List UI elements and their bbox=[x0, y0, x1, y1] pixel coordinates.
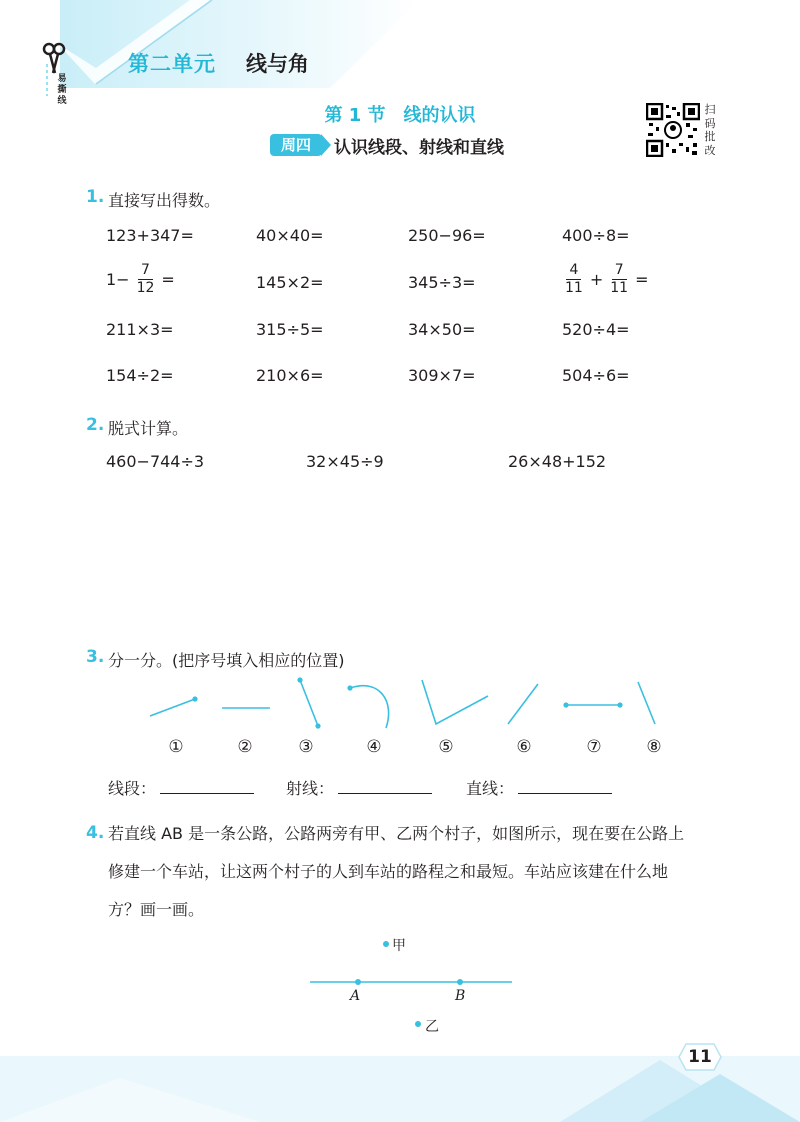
calc-item: 309×7= bbox=[408, 366, 476, 385]
calc-item: 345÷3= bbox=[408, 273, 476, 292]
section-title: 第 1 节 线的认识 bbox=[324, 105, 476, 126]
figure-7-endpoint bbox=[563, 702, 568, 707]
question-4-line-2: 修建一个车站，让这两个村子的人到车站的路程之和最短。车站应该建在什么地 bbox=[108, 862, 669, 881]
figure-label: ⑦ bbox=[586, 737, 602, 757]
answer-segment-label: 线段： bbox=[108, 779, 157, 798]
line-figures bbox=[140, 672, 670, 738]
qr-code-icon[interactable] bbox=[646, 103, 700, 157]
question-2-prompt: 脱式计算。 bbox=[108, 419, 189, 438]
calc-item: 504÷6= bbox=[562, 366, 630, 385]
question-1-prompt: 直接写出得数。 bbox=[108, 191, 221, 210]
figure-3-endpoint bbox=[315, 723, 320, 728]
answer-segment-blank[interactable] bbox=[160, 779, 254, 794]
answer-line-blank[interactable] bbox=[518, 779, 612, 794]
question-4-number: 4. bbox=[86, 823, 105, 843]
figure-label: ⑧ bbox=[646, 737, 662, 757]
header-banner bbox=[0, 0, 800, 96]
figure-7-endpoint bbox=[617, 702, 622, 707]
qr-caption: 扫码批改 bbox=[704, 103, 716, 157]
calc-item: 210×6= bbox=[256, 366, 324, 385]
fraction-tail: = bbox=[635, 270, 649, 289]
figure-label: ⑤ bbox=[438, 737, 454, 757]
calc-item: 26×48+152 bbox=[508, 452, 607, 471]
unit-title: 第二单元 bbox=[128, 52, 216, 76]
chevron-right-icon bbox=[321, 134, 331, 156]
point-a bbox=[355, 979, 361, 985]
village-yi-point bbox=[415, 1021, 421, 1027]
tear-line-label: 易撕线 bbox=[57, 74, 67, 106]
calc-item: 34×50= bbox=[408, 320, 476, 339]
calc-item-fraction-2 bbox=[562, 262, 648, 297]
question-3-prompt: 分一分。(把序号填入相应的位置) bbox=[108, 651, 345, 670]
fraction-numerator: 7 bbox=[138, 262, 153, 280]
fraction-operator: + bbox=[589, 270, 604, 289]
point-b bbox=[457, 979, 463, 985]
question-1-number: 1. bbox=[86, 187, 105, 207]
calc-item: 40×40= bbox=[256, 226, 324, 245]
question-2-number: 2. bbox=[86, 415, 105, 435]
figure-1-endpoint bbox=[192, 696, 197, 701]
calc-item: 315÷5= bbox=[256, 320, 324, 339]
figure-3-endpoint bbox=[297, 677, 302, 682]
answer-ray-blank[interactable] bbox=[338, 779, 432, 794]
village-yi-label: 乙 bbox=[425, 1019, 439, 1035]
figure-3-segment bbox=[300, 680, 318, 726]
calc-item: 154÷2= bbox=[106, 366, 174, 385]
unit-subtitle: 线与角 bbox=[246, 52, 309, 76]
fraction bbox=[607, 262, 631, 297]
lesson-title: 认识线段、射线和直线 bbox=[334, 138, 504, 158]
fraction-tail: = bbox=[161, 270, 175, 289]
calc-item: 250−96= bbox=[408, 226, 486, 245]
answer-line bbox=[466, 776, 612, 799]
question-3-number: 3. bbox=[86, 647, 105, 667]
figure-4-endpoint bbox=[347, 685, 352, 690]
figure-1-ray bbox=[150, 699, 195, 716]
figure-label: ④ bbox=[366, 737, 382, 757]
answer-line-label: 直线： bbox=[466, 779, 515, 798]
fraction-denominator: 12 bbox=[136, 280, 155, 296]
fraction-denominator: 11 bbox=[610, 280, 629, 296]
question-4-line-3: 方？画一画。 bbox=[108, 900, 205, 919]
fraction-numerator: 7 bbox=[612, 262, 627, 280]
calc-item: 123+347= bbox=[106, 226, 194, 245]
calc-item: 460−744÷3 bbox=[106, 452, 205, 471]
answer-ray bbox=[286, 776, 432, 799]
calc-item: 520÷4= bbox=[562, 320, 630, 339]
village-jia-point bbox=[383, 941, 389, 947]
fraction-lead: 1− bbox=[106, 270, 130, 289]
answer-segment bbox=[108, 776, 254, 799]
fraction bbox=[134, 262, 158, 297]
point-a-label: A bbox=[350, 988, 361, 1004]
figure-label: ② bbox=[237, 737, 253, 757]
figure-4-curve bbox=[350, 686, 389, 728]
page-number: 11 bbox=[688, 1047, 712, 1067]
fraction-numerator: 4 bbox=[566, 262, 581, 280]
calc-item: 32×45÷9 bbox=[306, 452, 384, 471]
village-jia-label: 甲 bbox=[392, 938, 406, 954]
calc-item: 400÷8= bbox=[562, 226, 630, 245]
point-b-label: B bbox=[455, 988, 466, 1004]
fraction-denominator: 11 bbox=[565, 280, 583, 296]
road-diagram bbox=[300, 930, 520, 1040]
day-badge: 周四 bbox=[270, 134, 322, 156]
figure-label: ⑥ bbox=[516, 737, 532, 757]
calc-item-fraction-1 bbox=[106, 262, 175, 297]
scissors-icon bbox=[40, 40, 68, 74]
calc-item: 211×3= bbox=[106, 320, 174, 339]
question-4-line-1: 若直线 AB 是一条公路，公路两旁有甲、乙两个村子，如图所示，现在要在公路上 bbox=[108, 824, 685, 843]
fraction bbox=[562, 262, 586, 297]
calc-item: 145×2= bbox=[256, 273, 324, 292]
answer-ray-label: 射线： bbox=[286, 779, 335, 798]
figure-label: ① bbox=[168, 737, 184, 757]
figure-6-line bbox=[508, 684, 538, 724]
figure-5-angle bbox=[422, 680, 488, 724]
figure-label: ③ bbox=[298, 737, 314, 757]
figure-8-line bbox=[638, 682, 655, 724]
